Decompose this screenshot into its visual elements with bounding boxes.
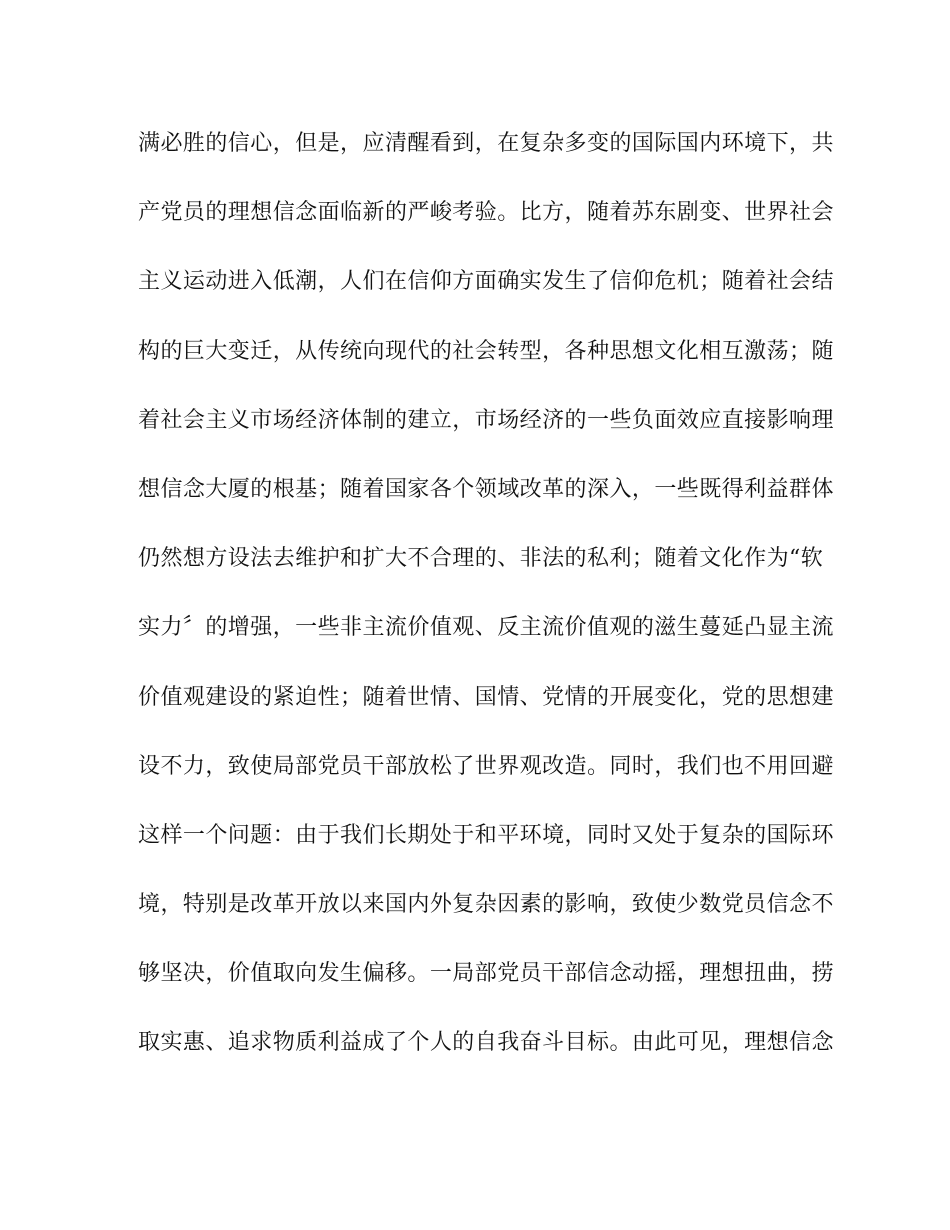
- body-paragraph: [138, 124, 834, 1093]
- text-line: 设不力，致使局部党员干部放松了世界观改造。同时，我们也不用回避: [138, 753, 834, 779]
- text-line: 价值观建设的紧迫性；随着世情、国情、党情的开展变化，党的思想建: [138, 684, 834, 710]
- text-line: 境，特别是改革开放以来国内外复杂因素的影响，致使少数党员信念不: [138, 892, 834, 918]
- text-line: 取实惠、追求物质利益成了个人的自我奋斗目标。由此可见，理想信念: [138, 1030, 834, 1056]
- text-line: 构的巨大变迁，从传统向现代的社会转型，各种思想文化相互激荡；随: [138, 338, 834, 364]
- text-line: 这样一个问题：由于我们长期处于和平环境，同时又处于复杂的国际环: [138, 822, 834, 848]
- text-line: 产党员的理想信念面临新的严峻考验。比方，随着苏东剧变、世界社会: [138, 200, 834, 226]
- text-line: 仍然想方设法去维护和扩大不合理的、非法的私利；随着文化作为“软: [138, 546, 824, 572]
- text-line: 想信念大厦的根基；随着国家各个领域改革的深入，一些既得利益群体: [138, 476, 834, 502]
- text-line: 满必胜的信心，但是，应清醒看到，在复杂多变的国际国内环境下，共: [138, 131, 834, 156]
- text-line: 主义运动进入低潮，人们在信仰方面确实发生了信仰危机；随着社会结: [138, 269, 834, 295]
- text-line: 实力〞的增强，一些非主流价值观、反主流价值观的滋生蔓延凸显主流: [138, 615, 834, 641]
- text-line: 够坚决，价值取向发生偏移。一局部党员干部信念动摇，理想扭曲，捞: [138, 961, 834, 987]
- text-line: 着社会主义市场经济体制的建立，市场经济的一些负面效应直接影响理: [138, 407, 834, 433]
